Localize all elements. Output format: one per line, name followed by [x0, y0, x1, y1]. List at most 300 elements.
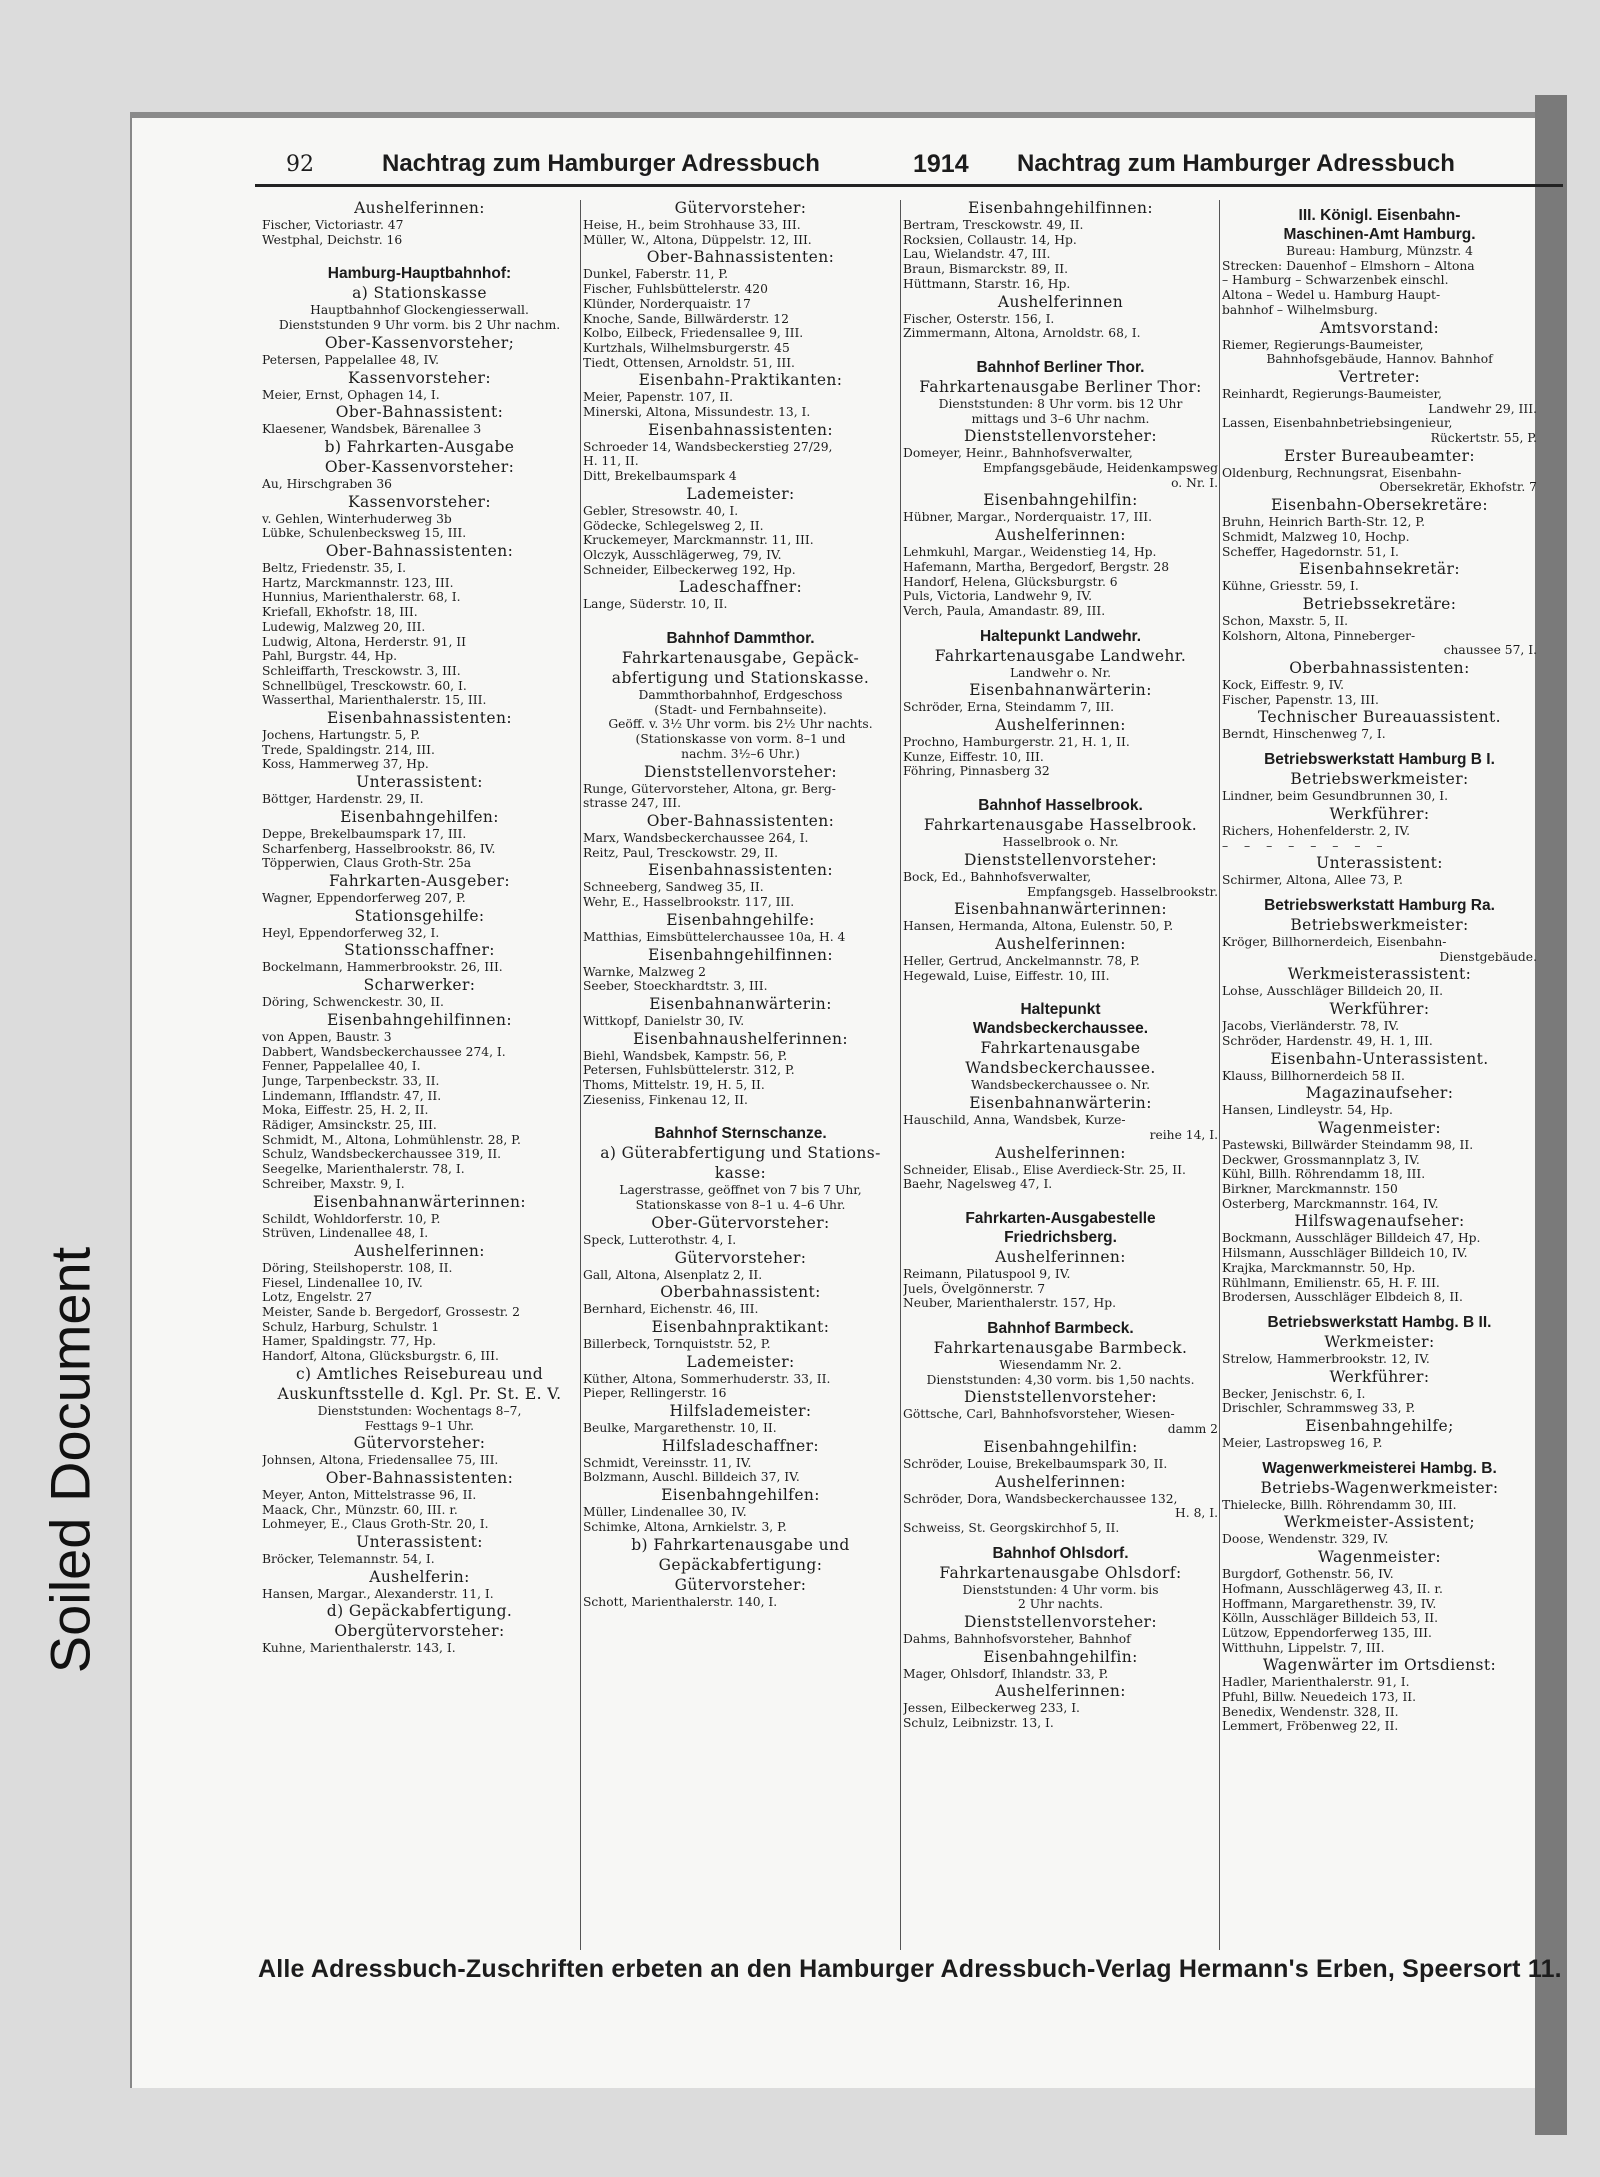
section-heading: Fahrkartenausgabe Ohlsdorf:	[939, 1563, 1182, 1582]
section-heading: Werkmeisterassistent:	[1287, 965, 1472, 984]
section-heading: Ober-Bahnassistenten:	[325, 542, 514, 561]
directory-entry: Heller, Gertrud, Anckelmannstr. 78, P.	[903, 953, 1140, 968]
directory-entry: Dahms, Bahnhofsvorsteher, Bahnhof	[903, 1632, 1131, 1647]
directory-entry: Meier, Lastropsweg 16, P.	[1222, 1436, 1383, 1451]
directory-entry: Bock, Ed., Bahnhofsverwalter,	[903, 869, 1092, 884]
directory-entry: Bruhn, Heinrich Barth-Str. 12, P.	[1222, 515, 1425, 530]
section-heading: Eisenbahnsekretär:	[1299, 560, 1460, 579]
directory-entry: Johnsen, Altona, Friedensallee 75, III.	[262, 1453, 499, 1468]
section-heading: Ober-Kassenvorsteher;	[324, 333, 515, 352]
section-heading: Wagenmeister:	[1318, 1548, 1441, 1567]
directory-entry: Reitz, Paul, Tresckowstr. 29, II.	[583, 845, 779, 860]
running-title-right: Nachtrag zum Hamburger Adressbuch	[1017, 150, 1455, 177]
station-heading: Haltepunkt Landwehr.	[979, 627, 1142, 645]
section-heading: Eisenbahnanwärterin:	[649, 994, 832, 1013]
directory-entry: Göttsche, Carl, Bahnhofsvorsteher, Wiesen-	[903, 1407, 1175, 1422]
section-heading: Eisenbahngehilfinnen:	[327, 1010, 512, 1029]
directory-entry: Pieper, Rellingerstr. 16	[583, 1386, 727, 1401]
section-heading: Betriebs-Wagenwerkmeister:	[1260, 1478, 1499, 1497]
section-heading: Dienststellenvorsteher:	[964, 850, 1157, 869]
note-line: Bahnhofsgebäude, Hannov. Bahnhof	[1266, 352, 1493, 367]
section-heading: Eisenbahnpraktikant:	[651, 1317, 830, 1336]
directory-entry: Schröder, Hardenstr. 49, H. 1, III.	[1222, 1033, 1433, 1048]
note-line: Wandsbeckerchaussee o. Nr.	[971, 1078, 1150, 1093]
directory-entry: Runge, Gütervorsteher, Altona, gr. Berg-	[583, 781, 836, 796]
column-1	[262, 198, 577, 1656]
column-3	[903, 198, 1218, 1731]
directory-entry: Pfuhl, Billw. Neuedeich 173, II.	[1222, 1690, 1417, 1705]
section-heading: Ober-Kassenvorsteher:	[324, 457, 515, 476]
directory-entry: Reimann, Pilatuspool 9, IV.	[903, 1266, 1071, 1281]
section-heading: Oberbahnassistent:	[660, 1283, 821, 1302]
section-heading: Gepäckabfertigung:	[658, 1555, 823, 1574]
section-heading: Stationsgehilfe:	[354, 906, 485, 925]
section-heading: Vertreter:	[1338, 367, 1421, 386]
directory-entry: Hamer, Spaldingstr. 77, Hp.	[262, 1334, 437, 1349]
directory-entry: Hafemann, Martha, Bergedorf, Bergstr. 28	[903, 559, 1170, 574]
section-heading: Werkmeister:	[1324, 1332, 1435, 1351]
section-heading: Wagenmeister:	[1318, 1118, 1441, 1137]
directory-entry: Klauss, Billhornerdeich 58 II.	[1222, 1068, 1405, 1083]
page-number: 92	[286, 152, 314, 177]
directory-entry: Hansen, Hermanda, Altona, Eulenstr. 50, P.	[903, 919, 1174, 934]
directory-entry: Böttger, Hardenstr. 29, II.	[262, 792, 424, 807]
directory-entry: Petersen, Pappelallee 48, IV.	[262, 352, 440, 367]
station-heading: III. Königl. Eisenbahn-	[1298, 207, 1461, 224]
directory-entry: Olczyk, Ausschlägerweg, 79, IV.	[583, 547, 782, 562]
directory-entry: Schimke, Altona, Arnkielstr. 3, P.	[583, 1519, 787, 1534]
section-heading: Aushelferinnen:	[995, 526, 1126, 545]
directory-entry: Schulz, Leibnizstr. 13, I.	[903, 1716, 1054, 1731]
directory-entry: Jacobs, Vierländerstr. 78, IV.	[1222, 1019, 1400, 1034]
section-heading: Kassenvorsteher:	[348, 368, 491, 387]
directory-entry: Lübke, Schulenbecksweg 15, III.	[262, 526, 467, 541]
directory-entry: Juels, Övelgönnerstr. 7	[903, 1281, 1046, 1296]
directory-entry: Seeber, Stoeckhardtstr. 3, III.	[583, 979, 768, 994]
station-heading: Haltepunkt	[1020, 1001, 1101, 1019]
section-heading: Dienststellenvorsteher:	[964, 427, 1157, 446]
note-line: (Stadt- und Fernbahnseite).	[654, 702, 827, 717]
section-heading: Eisenbahngehilfe:	[666, 910, 815, 929]
section-heading: Eisenbahn-Praktikanten:	[638, 371, 843, 390]
directory-entry: Warnke, Malzweg 2	[583, 964, 706, 979]
station-heading: Bahnhof Berliner Thor.	[976, 358, 1145, 376]
directory-entry: Wehr, E., Hasselbrookstr. 117, III.	[583, 895, 795, 910]
directory-entry: Krajka, Marckmannstr. 50, Hp.	[1222, 1260, 1416, 1275]
side-stamp	[40, 1190, 100, 1730]
directory-entry: Hauschild, Anna, Wandsbek, Kurze-	[903, 1113, 1126, 1128]
directory-entry: Petersen, Fuhlsbüttelerstr. 312, P.	[583, 1063, 795, 1078]
directory-entry: Kölln, Ausschläger Billdeich 53, II.	[1222, 1611, 1439, 1626]
entry-continuation: Landwehr 29, III.	[1428, 401, 1537, 416]
directory-entry: Hansen, Margar., Alexanderstr. 11, I.	[262, 1586, 494, 1601]
directory-entry: Speck, Lutterothstr. 4, I.	[583, 1232, 737, 1247]
directory-entry: Kriefall, Ekhofstr. 18, III.	[262, 605, 418, 620]
directory-entry: Bolzmann, Auschl. Billdeich 37, IV.	[583, 1470, 800, 1485]
directory-entry: Heyl, Eppendorferweg 32, I.	[262, 925, 440, 940]
directory-entry: Zieseniss, Finkenau 12, II.	[583, 1092, 748, 1107]
directory-entry: Rädiger, Amsinckstr. 25, III.	[262, 1118, 437, 1133]
station-heading: Betriebswerkstatt Hambg. B II.	[1267, 1313, 1492, 1331]
section-heading: Eisenbahnanwärterinnen:	[313, 1192, 526, 1211]
directory-entry: Maack, Chr., Münzstr. 60, III. r.	[262, 1502, 458, 1517]
section-heading: Aushelferinnen	[997, 292, 1124, 311]
directory-entry: Seegelke, Marienthalerstr. 78, I.	[262, 1162, 465, 1177]
section-heading: Eisenbahnassistenten:	[648, 420, 833, 439]
directory-entry: Jochens, Hartungstr. 5, P.	[262, 728, 420, 743]
section-heading: b) Fahrkarten-Ausgabe	[324, 437, 515, 456]
note-line: Dammthorbahnhof, Erdgeschoss	[638, 688, 843, 703]
section-heading: Ober-Bahnassistenten:	[646, 248, 835, 267]
entry-continuation: chaussee 57, I.	[1443, 643, 1537, 658]
station-heading: Bahnhof Barmbeck.	[987, 1320, 1134, 1338]
directory-entry: Scharfenberg, Hasselbrookstr. 86, IV.	[262, 841, 496, 856]
station-heading: Betriebswerkstatt Hamburg Ra.	[1264, 896, 1495, 914]
directory-entry: v. Gehlen, Winterhuderweg 3b	[262, 511, 452, 526]
section-heading: Obergütervorsteher:	[334, 1622, 505, 1641]
column-divider	[580, 200, 581, 1950]
directory-entry: Moka, Eiffestr. 25, H. 2, II.	[262, 1103, 429, 1118]
directory-entry: Trede, Spaldingstr. 214, III.	[262, 742, 435, 757]
directory-entry: Riemer, Regierungs-Baumeister,	[1222, 337, 1424, 352]
section-heading: Aushelferinnen:	[995, 1682, 1126, 1701]
note-line: Lagerstrasse, geöffnet von 7 bis 7 Uhr,	[619, 1183, 862, 1198]
directory-entry: Lemmert, Fröbenweg 22, II.	[1222, 1719, 1399, 1734]
section-heading: Eisenbahngehilfen:	[340, 807, 499, 826]
section-heading: Unterassistent:	[356, 1533, 483, 1552]
directory-entry: Bockmann, Ausschläger Billdeich 47, Hp.	[1222, 1231, 1481, 1246]
directory-entry: Drischler, Schrammsweg 33, P.	[1222, 1401, 1416, 1416]
directory-entry: bahnhof – Wilhelmsburg.	[1222, 302, 1378, 317]
directory-entry: Gebler, Stresowstr. 40, I.	[583, 503, 739, 518]
section-heading: Gütervorsteher:	[674, 1248, 807, 1267]
section-heading: Ober-Gütervorsteher:	[651, 1213, 830, 1232]
directory-entry: Strüven, Lindenallee 48, I.	[262, 1226, 429, 1241]
section-heading: d) Gepäckabfertigung.	[326, 1602, 513, 1621]
column-4	[1222, 198, 1537, 1734]
directory-entry: Minerski, Altona, Missundestr. 13, I.	[583, 405, 811, 420]
directory-entry: Neuber, Marienthalerstr. 157, Hp.	[903, 1296, 1117, 1311]
directory-entry: Fenner, Pappelallee 40, I.	[262, 1059, 421, 1074]
directory-entry: Kolbo, Eilbeck, Friedensallee 9, III.	[583, 326, 804, 341]
directory-entry: Schroeder 14, Wandsbeckerstieg 27/29,	[583, 439, 833, 454]
directory-entry: Handorf, Altona, Glücksburgstr. 6, III.	[262, 1349, 499, 1364]
directory-entry: Hartz, Marckmannstr. 123, III.	[262, 575, 454, 590]
directory-entry: Hansen, Lindleystr. 54, Hp.	[1222, 1103, 1393, 1118]
note-line: Geöff. v. 3½ Uhr vorm. bis 2½ Uhr nachts.	[608, 717, 873, 732]
section-heading: Aushelferinnen:	[354, 199, 485, 217]
header-rule	[255, 184, 1563, 187]
directory-entry: Strelow, Hammerbrookstr. 12, IV.	[1222, 1351, 1430, 1366]
directory-entry: Schröder, Louise, Brekelbaumspark 30, II.	[903, 1456, 1168, 1471]
directory-entry: Schirmer, Altona, Allee 73, P.	[1222, 873, 1403, 888]
section-heading: Oberbahnassistenten:	[1289, 659, 1470, 678]
directory-entry: Birkner, Marckmannstr. 150	[1222, 1182, 1398, 1197]
directory-entry: Scheffer, Hagedornstr. 51, I.	[1222, 544, 1399, 559]
directory-entry: Matthias, Eimsbüttelerchaussee 10a, H. 4	[583, 929, 846, 944]
spacer	[583, 1107, 898, 1116]
section-heading: abfertigung und Stationskasse.	[611, 669, 870, 688]
station-heading: Bahnhof Sternschanze.	[654, 1125, 827, 1143]
directory-entry: Biehl, Wandsbek, Kampstr. 56, P.	[583, 1048, 788, 1063]
section-heading: Aushelferinnen:	[995, 716, 1126, 735]
directory-entry: Lützow, Eppendorferweg 135, III.	[1222, 1625, 1432, 1640]
section-heading: Ladeschaffner:	[678, 578, 803, 597]
section-heading: Scharwerker:	[363, 976, 476, 995]
directory-entry: Rühlmann, Emilienstr. 65, H. F. III.	[1222, 1275, 1440, 1290]
directory-entry: Baehr, Nagelsweg 47, I.	[903, 1177, 1053, 1192]
directory-entry: Schnellbügel, Tresckowstr. 60, I.	[262, 678, 467, 693]
directory-entry: Schneider, Eilbeckerweg 192, Hp.	[583, 562, 796, 577]
section-heading: Fahrkartenausgabe, Gepäck-	[621, 649, 860, 668]
page-right-edge	[1535, 95, 1567, 2135]
station-heading: Fahrkarten-Ausgabestelle	[965, 1209, 1156, 1227]
directory-entry: Hübner, Margar., Norderquaistr. 17, III.	[903, 510, 1152, 525]
directory-entry: Lotz, Engelstr. 27	[262, 1290, 373, 1305]
directory-entry: Schildt, Wohldorferstr. 10, P.	[262, 1211, 441, 1226]
directory-entry: Kunze, Eiffestr. 10, III.	[903, 749, 1044, 764]
section-heading: Fahrkartenausgabe Hasselbrook.	[923, 816, 1198, 835]
directory-entry: Hunnius, Marienthalerstr. 68, I.	[262, 590, 461, 605]
directory-entry: Kurtzhals, Wilhelmsburgerstr. 45	[583, 340, 790, 355]
section-heading: Gütervorsteher:	[674, 1575, 807, 1594]
directory-entry: Strecken: Dauenhof – Elmshorn – Altona	[1222, 258, 1475, 273]
directory-entry: Schott, Marienthalerstr. 140, I.	[583, 1594, 778, 1609]
section-heading: Hilfswagenaufseher:	[1294, 1212, 1465, 1231]
section-heading: Eisenbahnaushelferinnen:	[632, 1029, 849, 1048]
directory-entry: Hadler, Marienthalerstr. 91, I.	[1222, 1675, 1410, 1690]
section-heading: Werkmeister-Assistent;	[1283, 1513, 1476, 1532]
directory-entry: Kröger, Billhornerdeich, Eisenbahn-	[1222, 934, 1447, 949]
directory-entry: Meyer, Anton, Mittelstrasse 96, II.	[262, 1487, 477, 1502]
side-label: Soiled Document	[38, 1246, 102, 1674]
note-line: 2 Uhr nachts.	[1017, 1597, 1104, 1612]
entry-continuation: damm 2	[1167, 1422, 1218, 1437]
directory-entry: Fischer, Fuhlsbüttelerstr. 420	[583, 282, 768, 297]
section-heading: Betriebswerkmeister:	[1290, 770, 1469, 789]
directory-entry: Müller, Lindenallee 30, IV.	[583, 1505, 747, 1520]
section-heading: Stationsschaffner:	[344, 941, 495, 960]
section-heading: Eisenbahngehilfin:	[983, 1647, 1138, 1666]
directory-entry: Witthuhn, Lippelstr. 7, III.	[1222, 1640, 1385, 1655]
directory-entry: Schweiss, St. Georgskirchhof 5, II.	[903, 1520, 1120, 1535]
section-heading: Hilfsladeschaffner:	[661, 1436, 820, 1455]
section-heading: c) Amtliches Reisebureau und	[295, 1364, 544, 1383]
directory-entry: Küther, Altona, Sommerhuderstr. 33, II.	[583, 1371, 831, 1386]
directory-entry: Schreiber, Maxstr. 9, I.	[262, 1176, 405, 1191]
section-heading: Fahrkartenausgabe Barmbeck.	[933, 1339, 1188, 1358]
directory-entry: Döring, Steilshoperstr. 108, II.	[262, 1260, 453, 1275]
directory-entry: Schmidt, Malzweg 10, Hochp.	[1222, 529, 1410, 544]
directory-entry: Lehmkuhl, Margar., Weidenstieg 14, Hp.	[903, 545, 1157, 560]
directory-entry: Westphal, Deichstr. 16	[262, 232, 403, 247]
directory-entry: Beltz, Friedenstr. 35, I.	[262, 561, 407, 576]
directory-entry: Verch, Paula, Amandastr. 89, III.	[903, 603, 1106, 618]
section-heading: Werkführer:	[1329, 804, 1430, 823]
section-heading: Unterassistent:	[356, 773, 483, 792]
directory-entry: Lange, Süderstr. 10, II.	[583, 597, 728, 612]
directory-entry: Hüttmann, Starstr. 16, Hp.	[903, 276, 1071, 291]
directory-entry: Kuhne, Marienthalerstr. 143, I.	[262, 1641, 456, 1656]
section-heading: Eisenbahnanwärterin:	[969, 681, 1152, 700]
directory-entry: Berndt, Hinschenweg 7, I.	[1222, 727, 1386, 742]
directory-entry: Fischer, Victoriastr. 47	[262, 218, 404, 232]
directory-entry: Lindemann, Ifflandstr. 47, II.	[262, 1088, 442, 1103]
entry-continuation: Obersekretär, Ekhofstr. 7	[1379, 480, 1537, 495]
section-heading: Unterassistent:	[1316, 854, 1443, 873]
spacer	[583, 612, 898, 621]
directory-entry: H. 11, II.	[583, 454, 639, 469]
directory-entry: Mager, Ohlsdorf, Ihlandstr. 33, P.	[903, 1666, 1109, 1681]
column-divider	[1219, 200, 1220, 1950]
entry-continuation: H. 8, I.	[1175, 1506, 1218, 1521]
section-heading: Eisenbahn-Unterassistent.	[1270, 1049, 1489, 1068]
section-heading: Eisenbahngehilfe;	[1305, 1417, 1454, 1436]
directory-entry: Puls, Victoria, Landwehr 9, IV.	[903, 589, 1092, 604]
entry-continuation: Dienstgebäude.	[1439, 949, 1537, 964]
spacer	[903, 779, 1218, 788]
directory-entry: Braun, Bismarckstr. 89, II.	[903, 262, 1069, 277]
section-heading: kasse:	[714, 1164, 767, 1183]
directory-entry: Deckwer, Grossmannplatz 3, IV.	[1222, 1152, 1420, 1167]
directory-entry: Fischer, Papenstr. 13, III.	[1222, 692, 1379, 707]
section-heading: Ober-Bahnassistenten:	[325, 1468, 514, 1487]
directory-entry: Ditt, Brekelbaumspark 4	[583, 469, 737, 484]
directory-entry: Gall, Altona, Alsenplatz 2, II.	[583, 1267, 763, 1282]
directory-entry: Doose, Wendenstr. 329, IV.	[1222, 1532, 1389, 1547]
directory-entry: Lohmeyer, E., Claus Groth-Str. 20, I.	[262, 1517, 489, 1532]
directory-entry: Meier, Papenstr. 107, II.	[583, 390, 734, 405]
section-heading: Werkführer:	[1329, 1000, 1430, 1019]
section-heading: Dienststellenvorsteher:	[964, 1388, 1157, 1407]
section-heading: a) Stationskasse	[352, 284, 487, 303]
note-line: Dienststunden 9 Uhr vorm. bis 2 Uhr nachm.	[278, 318, 561, 333]
directory-entry: Lau, Wielandstr. 47, III.	[903, 247, 1051, 262]
section-heading: Aushelferinnen:	[354, 1241, 485, 1260]
directory-entry: Schröder, Dora, Wandsbeckerchaussee 132,	[903, 1491, 1178, 1506]
section-heading: Eisenbahngehilfin:	[983, 491, 1138, 510]
section-heading: Fahrkartenausgabe	[980, 1039, 1141, 1058]
note-line: nachm. 3½–6 Uhr.)	[681, 746, 800, 761]
section-heading: Eisenbahngehilfinnen:	[648, 945, 833, 964]
station-heading: Wandsbeckerchaussee.	[972, 1020, 1149, 1038]
section-heading: Fahrkartenausgabe Berliner Thor:	[919, 377, 1202, 396]
section-heading: Magazinaufseher:	[1305, 1084, 1454, 1103]
section-heading: Aushelferinnen:	[995, 934, 1126, 953]
note-line: Wiesendamm Nr. 2.	[999, 1358, 1122, 1373]
section-heading: Eisenbahnanwärterin:	[969, 1094, 1152, 1113]
directory-entry: Schmidt, M., Altona, Lohmühlenstr. 28, P.	[262, 1132, 521, 1147]
directory-entry: Junge, Tarpenbeckstr. 33, II.	[262, 1073, 440, 1088]
directory-entry: Beulke, Margarethenstr. 10, II.	[583, 1421, 777, 1436]
directory-entry: Föhring, Pinnasberg 32	[903, 764, 1050, 779]
directory-entry: Zimmermann, Altona, Arnoldstr. 68, I.	[903, 326, 1141, 341]
directory-entry: Bertram, Tresckowstr. 49, II.	[903, 218, 1084, 232]
directory-entry: Klünder, Norderquaistr. 17	[583, 296, 751, 311]
section-heading: Dienststellenvorsteher:	[964, 1613, 1157, 1632]
directory-entry: Bröcker, Telemannstr. 54, I.	[262, 1552, 435, 1567]
directory-entry: Reinhardt, Regierungs-Baumeister,	[1222, 386, 1442, 401]
directory-entry: Ludwig, Altona, Herderstr. 91, II	[262, 634, 467, 649]
section-heading: Auskunftsstelle d. Kgl. Pr. St. E. V.	[277, 1384, 562, 1403]
station-heading: Wagenwerkmeisterei Hambg. B.	[1262, 1459, 1497, 1477]
note-line: Hauptbahnhof Glockengiesserwall.	[310, 303, 529, 318]
directory-entry: Bernhard, Eichenstr. 46, III.	[583, 1302, 759, 1317]
directory-entry: Rocksien, Collaustr. 14, Hp.	[903, 232, 1077, 247]
note-line: Festtags 9–1 Uhr.	[364, 1418, 475, 1433]
directory-entry: Schleiffarth, Tresckowstr. 3, III.	[262, 663, 461, 678]
directory-entry: Hoffmann, Margarethenstr. 39, IV.	[1222, 1596, 1437, 1611]
section-heading: Eisenbahngehilfen:	[661, 1486, 820, 1505]
station-heading: Hamburg-Hauptbahnhof:	[327, 265, 512, 283]
directory-entry: strasse 247, III.	[583, 796, 682, 811]
directory-entry: Benedix, Wendenstr. 328, II.	[1222, 1704, 1399, 1719]
directory-entry: Schulz, Harburg, Schulstr. 1	[262, 1319, 440, 1334]
running-title-left: Nachtrag zum Hamburger Adressbuch	[382, 150, 820, 177]
directory-entry: Oldenburg, Rechnungsrat, Eisenbahn-	[1222, 465, 1462, 480]
directory-entry: Wittkopf, Danielstr 30, IV.	[583, 1013, 745, 1028]
entry-continuation: reihe 14, I.	[1149, 1127, 1218, 1142]
entry-continuation: Empfangsgeb. Hasselbrookstr.	[1027, 884, 1218, 899]
directory-entry: Dabbert, Wandsbeckerchaussee 274, I.	[262, 1044, 506, 1059]
directory-entry: Döring, Schwenckestr. 30, II.	[262, 995, 444, 1010]
page-header	[262, 150, 1502, 180]
directory-entry: Thoms, Mittelstr. 19, H. 5, II.	[583, 1078, 765, 1093]
directory-entry: Hilsmann, Ausschläger Billdeich 10, IV.	[1222, 1246, 1468, 1261]
directory-entry: Hegewald, Luise, Eiffestr. 10, III.	[903, 968, 1110, 983]
directory-entry: Pahl, Burgstr. 44, Hp.	[262, 649, 397, 664]
directory-entry: Deppe, Brekelbaumspark 17, III.	[262, 826, 467, 841]
note-line: Stationskasse von 8–1 u. 4–6 Uhr.	[635, 1198, 846, 1213]
section-heading: Lademeister:	[686, 484, 795, 503]
directory-entry: Müller, W., Altona, Düppelstr. 12, III.	[583, 232, 812, 247]
section-heading: Erster Bureaubeamter:	[1283, 446, 1476, 465]
section-heading: Eisenbahngehilfin:	[983, 1437, 1138, 1456]
note-line: Dienststunden: 4 Uhr vorm. bis	[962, 1582, 1159, 1597]
directory-entry: Dunkel, Faberstr. 11, P.	[583, 267, 728, 282]
spacer	[903, 341, 1218, 350]
station-heading: Bahnhof Hasselbrook.	[978, 797, 1143, 815]
directory-entry: Richers, Hohenfelderstr. 2, IV.	[1222, 823, 1411, 838]
section-heading: a) Güterabfertigung und Stations-	[600, 1144, 881, 1163]
note-line: Hasselbrook o. Nr.	[1002, 835, 1119, 850]
directory-entry: Lindner, beim Gesundbrunnen 30, I.	[1222, 789, 1449, 804]
directory-entry: Töpperwien, Claus Groth-Str. 25a	[262, 856, 472, 871]
note-line: Landwehr o. Nr.	[1010, 665, 1111, 680]
section-heading: Hilfslademeister:	[669, 1402, 812, 1421]
spacer	[262, 247, 577, 256]
section-heading: Lademeister:	[686, 1352, 795, 1371]
directory-entry: Lassen, Eisenbahnbetriebsingenieur,	[1222, 416, 1453, 431]
directory-entry: Ludewig, Malzweg 20, III.	[262, 619, 426, 634]
directory-entry: Becker, Jenischstr. 6, I.	[1222, 1386, 1366, 1401]
section-heading: Ober-Bahnassistent:	[335, 403, 504, 422]
directory-entry: Burgdorf, Gothenstr. 56, IV.	[1222, 1567, 1394, 1582]
note-line: Dienststunden: 8 Uhr vorm. bis 12 Uhr	[938, 396, 1183, 411]
directory-entry: Gödecke, Schlegelsweg 2, II.	[583, 518, 764, 533]
section-heading: Gütervorsteher:	[353, 1434, 486, 1453]
directory-entry: Schmidt, Vereinsstr. 11, IV.	[583, 1455, 752, 1470]
directory-entry: Wagner, Eppendorferweg 207, P.	[262, 890, 466, 905]
section-heading: Betriebswerkmeister:	[1290, 915, 1469, 934]
section-heading: Aushelferinnen:	[995, 1143, 1126, 1162]
section-heading: Aushelferin:	[369, 1567, 470, 1586]
directory-entry: Meier, Ernst, Ophagen 14, I.	[262, 387, 440, 402]
year: 1914	[913, 150, 969, 178]
section-heading: Aushelferinnen:	[995, 1247, 1126, 1266]
section-heading: Kassenvorsteher:	[348, 492, 491, 511]
directory-entry: Schneeberg, Sandweg 35, II.	[583, 880, 764, 895]
